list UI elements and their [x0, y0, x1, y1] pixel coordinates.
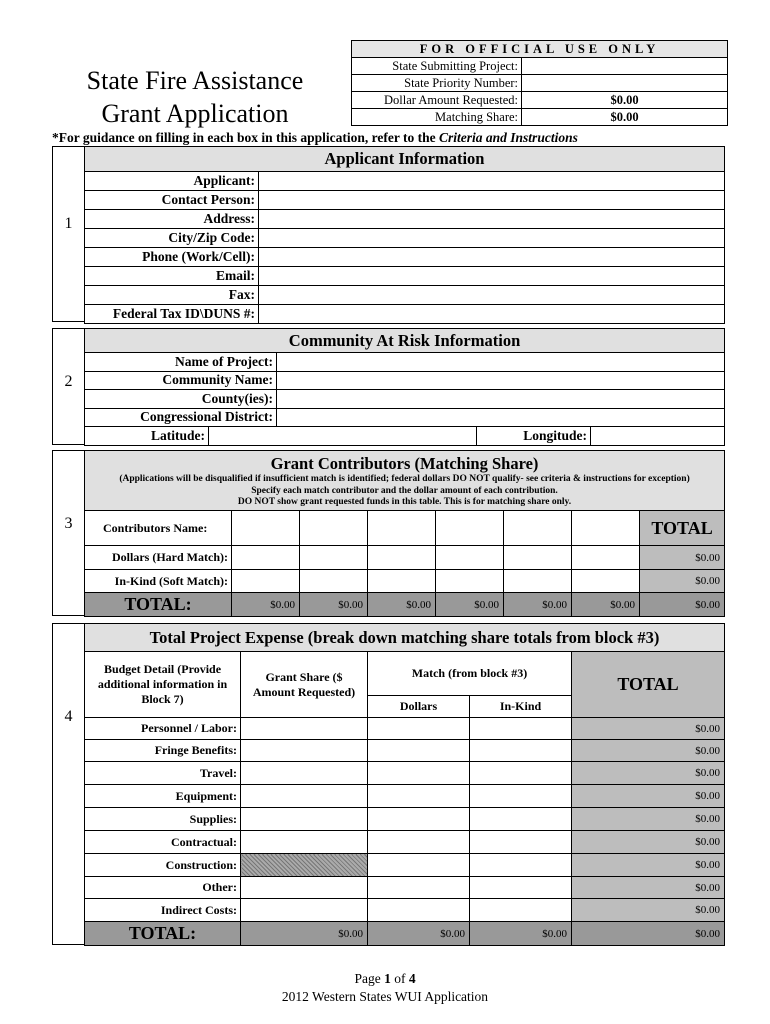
contact-person-input[interactable] — [259, 191, 725, 210]
contributors-note-1: (Applications will be disqualified if insufficient match is identified; federal dollars DO NOT qualify- see criteria & instructions for exception) — [119, 474, 690, 484]
match-dollars-input[interactable] — [368, 740, 470, 762]
applicant-info-heading: Applicant Information — [85, 147, 725, 172]
row-total: $0.00 — [572, 740, 725, 762]
match-inkind-input[interactable] — [470, 762, 572, 785]
project-expense-heading: Total Project Expense (break down matching share totals from block #3) — [85, 624, 725, 652]
page-prefix: Page — [354, 971, 385, 986]
fax-label: Fax: — [85, 286, 259, 305]
match-dollars-total: $0.00 — [368, 922, 470, 946]
inkind-header: In-Kind — [470, 696, 572, 718]
row-total: $0.00 — [572, 831, 725, 854]
contributor-name-input[interactable] — [232, 511, 300, 546]
block-number-2: 2 — [52, 328, 85, 445]
other-label: Other: — [85, 877, 241, 899]
match-inkind-input[interactable] — [470, 740, 572, 762]
grant-share-total: $0.00 — [241, 922, 368, 946]
match-inkind-input[interactable] — [470, 718, 572, 740]
expense-total-label: TOTAL: — [85, 922, 241, 946]
match-inkind-input[interactable] — [470, 854, 572, 877]
grant-share-input[interactable] — [241, 808, 368, 831]
contributor-total: $0.00 — [300, 593, 368, 617]
soft-match-input[interactable] — [504, 570, 572, 593]
equipment-label: Equipment: — [85, 785, 241, 808]
guidance-text — [52, 130, 578, 146]
address-label: Address: — [85, 210, 259, 229]
hard-match-input[interactable] — [504, 546, 572, 570]
contractual-label: Contractual: — [85, 831, 241, 854]
address-input[interactable] — [259, 210, 725, 229]
row-total: $0.00 — [572, 785, 725, 808]
official-use-table — [351, 40, 728, 126]
phone-label: Phone (Work/Cell): — [85, 248, 259, 267]
dollar-amount-value: $0.00 — [522, 92, 728, 109]
project-expense-table — [84, 623, 725, 946]
matching-share-value: $0.00 — [522, 109, 728, 126]
grant-share-input[interactable] — [241, 899, 368, 922]
applicant-info-table — [84, 146, 725, 324]
project-name-label: Name of Project: — [85, 353, 277, 372]
soft-match-input[interactable] — [300, 570, 368, 593]
latitude-label: Latitude: — [85, 427, 209, 446]
match-header: Match (from block #3) — [368, 652, 572, 696]
longitude-input[interactable] — [591, 427, 725, 446]
grant-share-input[interactable] — [241, 740, 368, 762]
expense-grand-total: $0.00 — [572, 922, 725, 946]
criteria-link[interactable]: Criteria and Instructions — [439, 130, 578, 145]
construction-label: Construction: — [85, 854, 241, 877]
contributors-grand-total: $0.00 — [640, 593, 725, 617]
block-number-4: 4 — [52, 623, 85, 945]
footer-caption: 2012 Western States WUI Application — [281, 989, 489, 1004]
match-dollars-input[interactable] — [368, 785, 470, 808]
soft-match-total: $0.00 — [640, 570, 725, 593]
page-number — [0, 970, 770, 988]
applicant-input[interactable] — [259, 172, 725, 191]
tax-id-label: Federal Tax ID\DUNS #: — [85, 305, 259, 324]
contributor-name-input[interactable] — [436, 511, 504, 546]
match-inkind-input[interactable] — [470, 899, 572, 922]
grant-share-disabled — [241, 854, 368, 877]
contributor-total: $0.00 — [368, 593, 436, 617]
community-info-table — [84, 328, 725, 446]
contributor-total: $0.00 — [504, 593, 572, 617]
current-page: 1 — [384, 971, 391, 986]
row-total: $0.00 — [572, 718, 725, 740]
grant-share-input[interactable] — [241, 762, 368, 785]
match-dollars-input[interactable] — [368, 877, 470, 899]
grant-share-header: Grant Share ($ Amount Requested) — [241, 652, 368, 718]
form-title-line1: State Fire Assistance — [86, 66, 304, 95]
applicant-label: Applicant: — [85, 172, 259, 191]
community-name-label: Community Name: — [85, 371, 277, 390]
hard-match-input[interactable] — [232, 546, 300, 570]
expense-total-header: TOTAL — [572, 652, 725, 718]
contributors-total-label: TOTAL: — [85, 593, 232, 617]
grant-share-input[interactable] — [241, 785, 368, 808]
match-inkind-input[interactable] — [470, 785, 572, 808]
contributor-name-input[interactable] — [572, 511, 640, 546]
fringe-label: Fringe Benefits: — [85, 740, 241, 762]
row-total: $0.00 — [572, 899, 725, 922]
travel-label: Travel: — [85, 762, 241, 785]
official-label: Dollar Amount Requested: — [352, 92, 522, 109]
contributor-name-input[interactable] — [504, 511, 572, 546]
soft-match-input[interactable] — [572, 570, 640, 593]
contributor-total: $0.00 — [436, 593, 504, 617]
official-label: State Submitting Project: — [352, 58, 522, 75]
project-name-input[interactable] — [277, 353, 725, 372]
match-dollars-input[interactable] — [368, 762, 470, 785]
city-zip-label: City/Zip Code: — [85, 229, 259, 248]
contributor-name-input[interactable] — [300, 511, 368, 546]
row-total: $0.00 — [572, 877, 725, 899]
contributors-heading-cell — [85, 451, 725, 511]
form-title-line2: Grant Application — [101, 99, 289, 128]
supplies-label: Supplies: — [85, 808, 241, 831]
match-inkind-input[interactable] — [470, 831, 572, 854]
hard-match-input[interactable] — [436, 546, 504, 570]
contributors-heading: Grant Contributors (Matching Share) — [270, 454, 539, 473]
match-dollars-input[interactable] — [368, 808, 470, 831]
hard-match-input[interactable] — [572, 546, 640, 570]
district-label: Congressional District: — [85, 408, 277, 427]
contributor-total: $0.00 — [572, 593, 640, 617]
state-submitting-field[interactable] — [522, 58, 728, 75]
official-label: Matching Share: — [352, 109, 522, 126]
budget-detail-header: Budget Detail (Provide additional information in Block 7) — [85, 652, 241, 718]
fax-input[interactable] — [259, 286, 725, 305]
match-inkind-input[interactable] — [470, 877, 572, 899]
contact-person-label: Contact Person: — [85, 191, 259, 210]
community-name-input[interactable] — [277, 371, 725, 390]
longitude-label: Longitude: — [477, 427, 591, 446]
block-number-1: 1 — [52, 146, 85, 322]
county-input[interactable] — [277, 390, 725, 409]
contributors-total-header: TOTAL — [640, 511, 725, 546]
indirect-costs-label: Indirect Costs: — [85, 899, 241, 922]
soft-match-input[interactable] — [436, 570, 504, 593]
match-dollars-input[interactable] — [368, 831, 470, 854]
email-input[interactable] — [259, 267, 725, 286]
match-inkind-total: $0.00 — [470, 922, 572, 946]
contributors-note-3: DO NOT show grant requested funds in this table. This is for matching share only. — [237, 497, 572, 507]
hard-match-total: $0.00 — [640, 546, 725, 570]
official-label: State Priority Number: — [352, 75, 522, 92]
latitude-input[interactable] — [209, 427, 477, 446]
soft-match-label: In-Kind (Soft Match): — [85, 570, 232, 593]
county-label: County(ies): — [85, 390, 277, 409]
match-dollars-input[interactable] — [368, 718, 470, 740]
personnel-label: Personnel / Labor: — [85, 718, 241, 740]
official-use-heading: FOR OFFICIAL USE ONLY — [352, 41, 728, 58]
email-label: Email: — [85, 267, 259, 286]
contributors-table — [84, 450, 725, 617]
block-number-3: 3 — [52, 450, 85, 616]
guidance-sentence: *For guidance on filling in each box in this application, refer to the — [52, 130, 440, 145]
community-info-heading: Community At Risk Information — [85, 329, 725, 353]
dollars-header: Dollars — [368, 696, 470, 718]
contributors-name-label: Contributors Name: — [85, 511, 232, 546]
grant-share-input[interactable] — [241, 877, 368, 899]
grant-share-input[interactable] — [241, 718, 368, 740]
contributors-note-2: Specify each match contributor and the dollar amount of each contribution. — [251, 485, 558, 496]
soft-match-input[interactable] — [368, 570, 436, 593]
match-dollars-input[interactable] — [368, 854, 470, 877]
soft-match-input[interactable] — [232, 570, 300, 593]
page-of: of — [390, 971, 409, 986]
tax-id-input[interactable] — [259, 305, 725, 324]
district-input[interactable] — [277, 408, 725, 427]
contributor-name-input[interactable] — [368, 511, 436, 546]
city-zip-input[interactable] — [259, 229, 725, 248]
contributor-total: $0.00 — [232, 593, 300, 617]
grant-share-input[interactable] — [241, 831, 368, 854]
form-title — [60, 64, 330, 130]
hard-match-input[interactable] — [368, 546, 436, 570]
match-inkind-input[interactable] — [470, 808, 572, 831]
match-dollars-input[interactable] — [368, 899, 470, 922]
row-total: $0.00 — [572, 762, 725, 785]
hard-match-label: Dollars (Hard Match): — [85, 546, 232, 570]
state-priority-field[interactable] — [522, 75, 728, 92]
row-total: $0.00 — [572, 808, 725, 831]
row-total: $0.00 — [572, 854, 725, 877]
total-pages: 4 — [408, 971, 416, 986]
hard-match-input[interactable] — [300, 546, 368, 570]
phone-input[interactable] — [259, 248, 725, 267]
